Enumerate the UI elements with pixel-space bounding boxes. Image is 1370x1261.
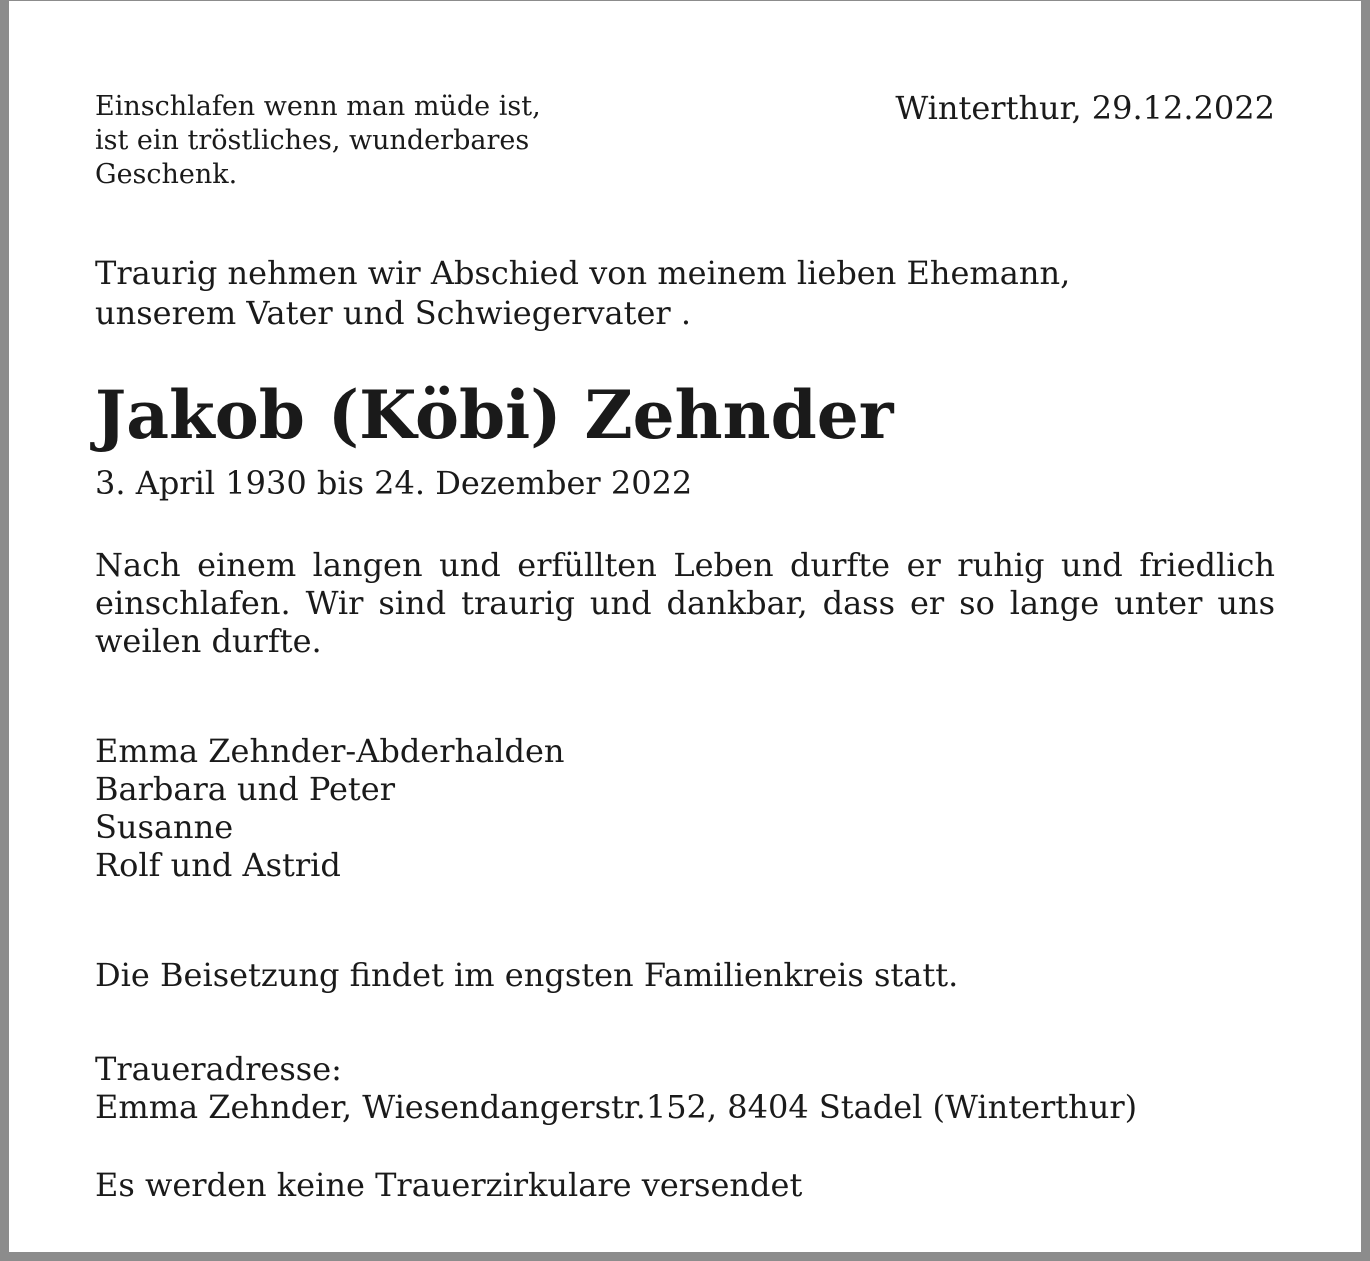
mourner-name: Barbara und Peter [95, 770, 395, 808]
place-date: Winterthur, 29.12.2022 [895, 89, 1275, 127]
mourner-name: Susanne [95, 808, 234, 846]
motto-line: ist ein tröstliches, wunderbares [95, 125, 530, 156]
motto-line: Geschenk. [95, 159, 238, 190]
deceased-name: Jakob (Köbi) Zehnder [95, 376, 894, 454]
motto-quote [95, 90, 541, 192]
address-label: Traueradresse: [95, 1050, 342, 1088]
tribute-paragraph: Nach einem langen und erfüllten Leben durfte er ruhig und friedlich einschlafen. Wir sind traurig und dankbar, dass er so lange unter uns weilen durfte. [95, 546, 1275, 660]
burial-notice: Die Beisetzung findet im engsten Familienkreis statt. [95, 956, 959, 994]
mourning-address [95, 1050, 1137, 1126]
circular-notice: Es werden keine Trauerzirkulare versendet [95, 1166, 803, 1204]
intro-line: Traurig nehmen wir Abschied von meinem lieben Ehemann, [95, 254, 1071, 292]
mourner-name: Emma Zehnder-Abderhalden [95, 732, 565, 770]
intro-text [95, 253, 1070, 333]
intro-line: unserem Vater und Schwiegervater . [95, 294, 692, 332]
motto-line: Einschlafen wenn man müde ist, [95, 91, 541, 122]
mourner-name: Rolf und Astrid [95, 846, 341, 884]
lifespan-dates: 3. April 1930 bis 24. Dezember 2022 [95, 464, 693, 502]
address-value: Emma Zehnder, Wiesendangerstr.152, 8404 Stadel (Winterthur) [95, 1088, 1138, 1126]
mourners-list [95, 732, 564, 884]
